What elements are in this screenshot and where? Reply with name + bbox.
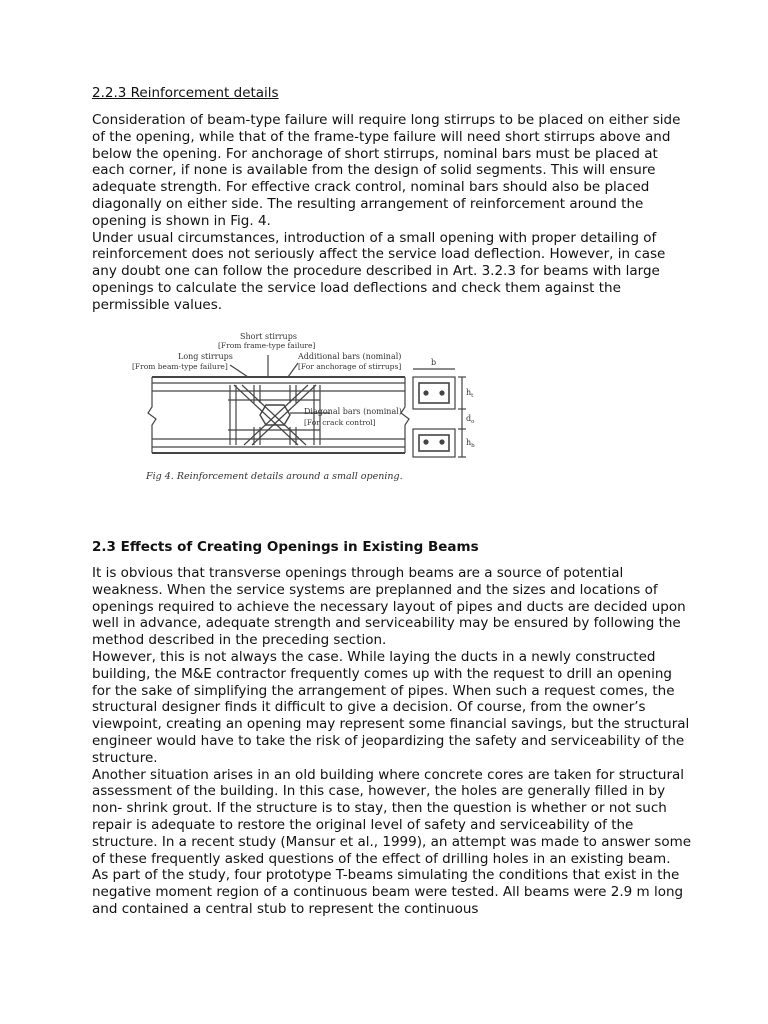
reinforcement-diagram: [130, 325, 480, 490]
paragraph: As part of the study, four prototype T-beams simulating the conditions that exist in the negative moment region of a continuous beam were tested. All beams were 2.9 m long and contained a central stub to represent the continuous: [92, 867, 684, 917]
section-heading-effects-of-openings: 2.3 Effects of Creating Openings in Existing Beams: [92, 539, 479, 555]
cross-sections: [413, 369, 466, 457]
label-width-b: b: [431, 358, 437, 367]
effects-of-openings-body: [92, 565, 692, 918]
label-diagonal-bars-note: [For crack control]: [304, 418, 376, 427]
label-hb: $h_b$: [466, 438, 475, 449]
label-ht: $h_t$: [466, 388, 474, 399]
paragraph: It is obvious that transverse openings through beams are a source of potential weakness. When the service systems are preplanned and the sizes and locations of openings required to achieve the necessary layout of pipes and ducts are decided upon well in advance, adequate strength and serviceability may be ensured by following the method described in the preceding section.: [92, 565, 686, 649]
paragraph: Consideration of beam-type failure will require long stirrups to be placed on either side of the opening, while that of the frame-type failure will need short stirrups above and below the opening. For anchorage of short stirrups, nominal bars must be placed at each corner, if none is available from the design of solid segments. This will ensure adequate strength. For effective crack control, nominal bars should also be placed diagonally on either side. The resulting arrangement of reinforcement around the opening is shown in Fig. 4.: [92, 112, 681, 229]
figure-caption: Fig 4. Reinforcement details around a small opening.: [146, 471, 403, 482]
label-short-stirrups: Short stirrups: [240, 332, 297, 341]
label-additional-bars-note: [For anchorage of stirrups]: [298, 362, 402, 371]
label-long-stirrups-note: [From beam-type failure]: [132, 362, 228, 371]
label-short-stirrups-note: [From frame-type failure]: [218, 341, 316, 350]
reinforcement-details-body: [92, 112, 692, 314]
paragraph: Under usual circumstances, introduction of a small opening with proper detailing of reinforcement does not seriously affect the service load deflection. However, in case any doubt one can follow the procedure described in Art. 3.2.3 for beams with large openings to calculate the service load deflections and check them against the permissible values.: [92, 229, 666, 313]
paragraph: However, this is not always the case. While laying the ducts in a newly constructed building, the M&E contractor frequently comes up with the request to drill an opening for the sake of simplifying the arrangement of pipes. When such a request comes, the structural designer finds it difficult to give a decision. Of course, from the owner’s viewpoint, creating an opening may represent some financial savings, but the structural engineer would have to take the risk of jeopardizing the safety and serviceability of the structure.: [92, 648, 690, 766]
paragraph: Another situation arises in an old building where concrete cores are taken for structural assessment of the building. In this case, however, the holes are generally filled in by non- shrink grout. If the structure is to stay, then the question is whether or not such repair is adequate to restore the original level of safety and serviceability of the structure. In a recent study (Mansur et al., 1999), an attempt was made to answer some of these frequently asked questions of the effect of drilling holes in an existing beam.: [92, 766, 692, 867]
label-additional-bars: Additional bars (nominal): [298, 352, 402, 361]
section-title-reinforcement-details[interactable]: 2.2.3 Reinforcement details: [92, 85, 279, 101]
label-long-stirrups: Long stirrups: [178, 352, 233, 361]
label-do: $d_o$: [466, 414, 475, 425]
figure-4-reinforcement-diagram: [130, 325, 480, 490]
label-diagonal-bars: Diagonal bars (nominal): [304, 407, 402, 416]
